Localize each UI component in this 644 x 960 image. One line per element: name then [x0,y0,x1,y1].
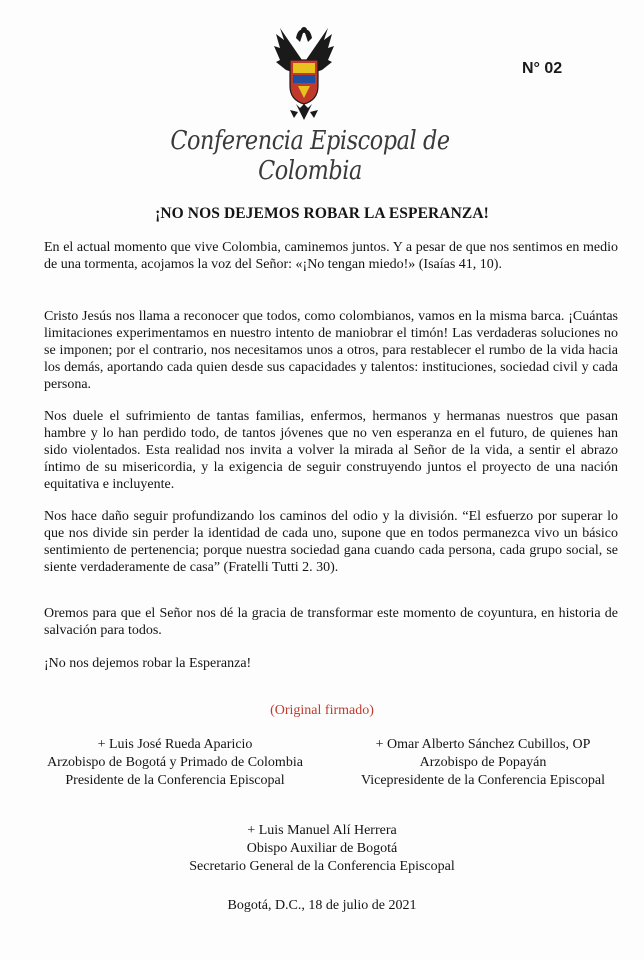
body-paragraph-6: ¡No nos dejemos robar la Esperanza! [44,656,252,671]
signatory-name: + Luis Manuel Alí Herrera [247,823,397,838]
signatory-secretary [167,822,477,876]
signatory-role: Presidente de la Conferencia Episcopal [65,773,285,788]
signatory-vicepresident [338,736,628,790]
eagle-crest-icon [272,20,336,132]
body-paragraph-3: Nos duele el sufrimiento de tantas familias, enfermos, hermanos y hermanas nuestros que pasan hambre y lo han perdido todo, de tantos jóvenes que no ven esperanza en el futuro, de quienes han sido violentados. Esta realidad nos invita a volver la mirada al Señor de la vida, a sentir el abrazo íntimo de su misericordia, y la exigencia de seguir construyendo juntos el proyecto de una nación equitativa e incluyente. [44,409,618,492]
signatory-role: Arzobispo de Bogotá y Primado de Colombia [47,755,303,770]
signatory-role: Secretario General de la Conferencia Episcopal [189,859,455,874]
original-signed-note: (Original firmado) [270,703,374,718]
signatory-president [30,736,320,790]
signatory-role: Obispo Auxiliar de Bogotá [246,841,398,856]
signatory-role: Vicepresidente de la Conferencia Episcopal [360,773,606,788]
organization-name: Conferencia Episcopal de Colombia [170,126,450,186]
document-number: N° 02 [522,60,563,77]
signatory-role: Arzobispo de Popayán [419,755,547,770]
body-paragraph-4: Nos hace daño seguir profundizando los caminos del odio y la división. “El esfuerzo por superar lo que nos divide sin perder la identidad de cada uno, supone que en todos permanezca vivo un básico sentimiento de pertenencia; porque nuestra sociedad gana cuando cada persona, cada grupo social, se siente verdaderamente de casa” (Fratelli Tutti 2. 30). [44,509,618,575]
signatory-name: + Omar Alberto Sánchez Cubillos, OP [375,737,591,752]
body-paragraph-5: Oremos para que el Señor nos dé la gracia de transformar este momento de coyuntura, en historia de salvación para todos. [44,606,618,638]
body-paragraph-2: Cristo Jesús nos llama a reconocer que todos, como colombianos, vamos en la misma barca. ¡Cuántas limitaciones experimentamos en nuestro intento de maniobrar el timón! Las verdaderas soluciones no se imponen; por el contrario, nos necesitamos unos a otros, para restablecer el rumbo de la vida hacia los demás, aportando cada quien desde sus capacidades y talentos: instituciones, sociedad civil y cada persona. [44,309,618,392]
body-paragraph-1: En el actual momento que vive Colombia, caminemos juntos. Y a pesar de que nos sentimos en medio de una tormenta, acojamos la voz del Señor: «¡No tengan miedo!» (Isaías 41, 10). [44,240,618,272]
signatory-name: + Luis José Rueda Aparicio [97,737,253,752]
document-title: ¡NO NOS DEJEMOS ROBAR LA ESPERANZA! [155,205,489,222]
document-date: Bogotá, D.C., 18 de julio de 2021 [227,898,417,913]
